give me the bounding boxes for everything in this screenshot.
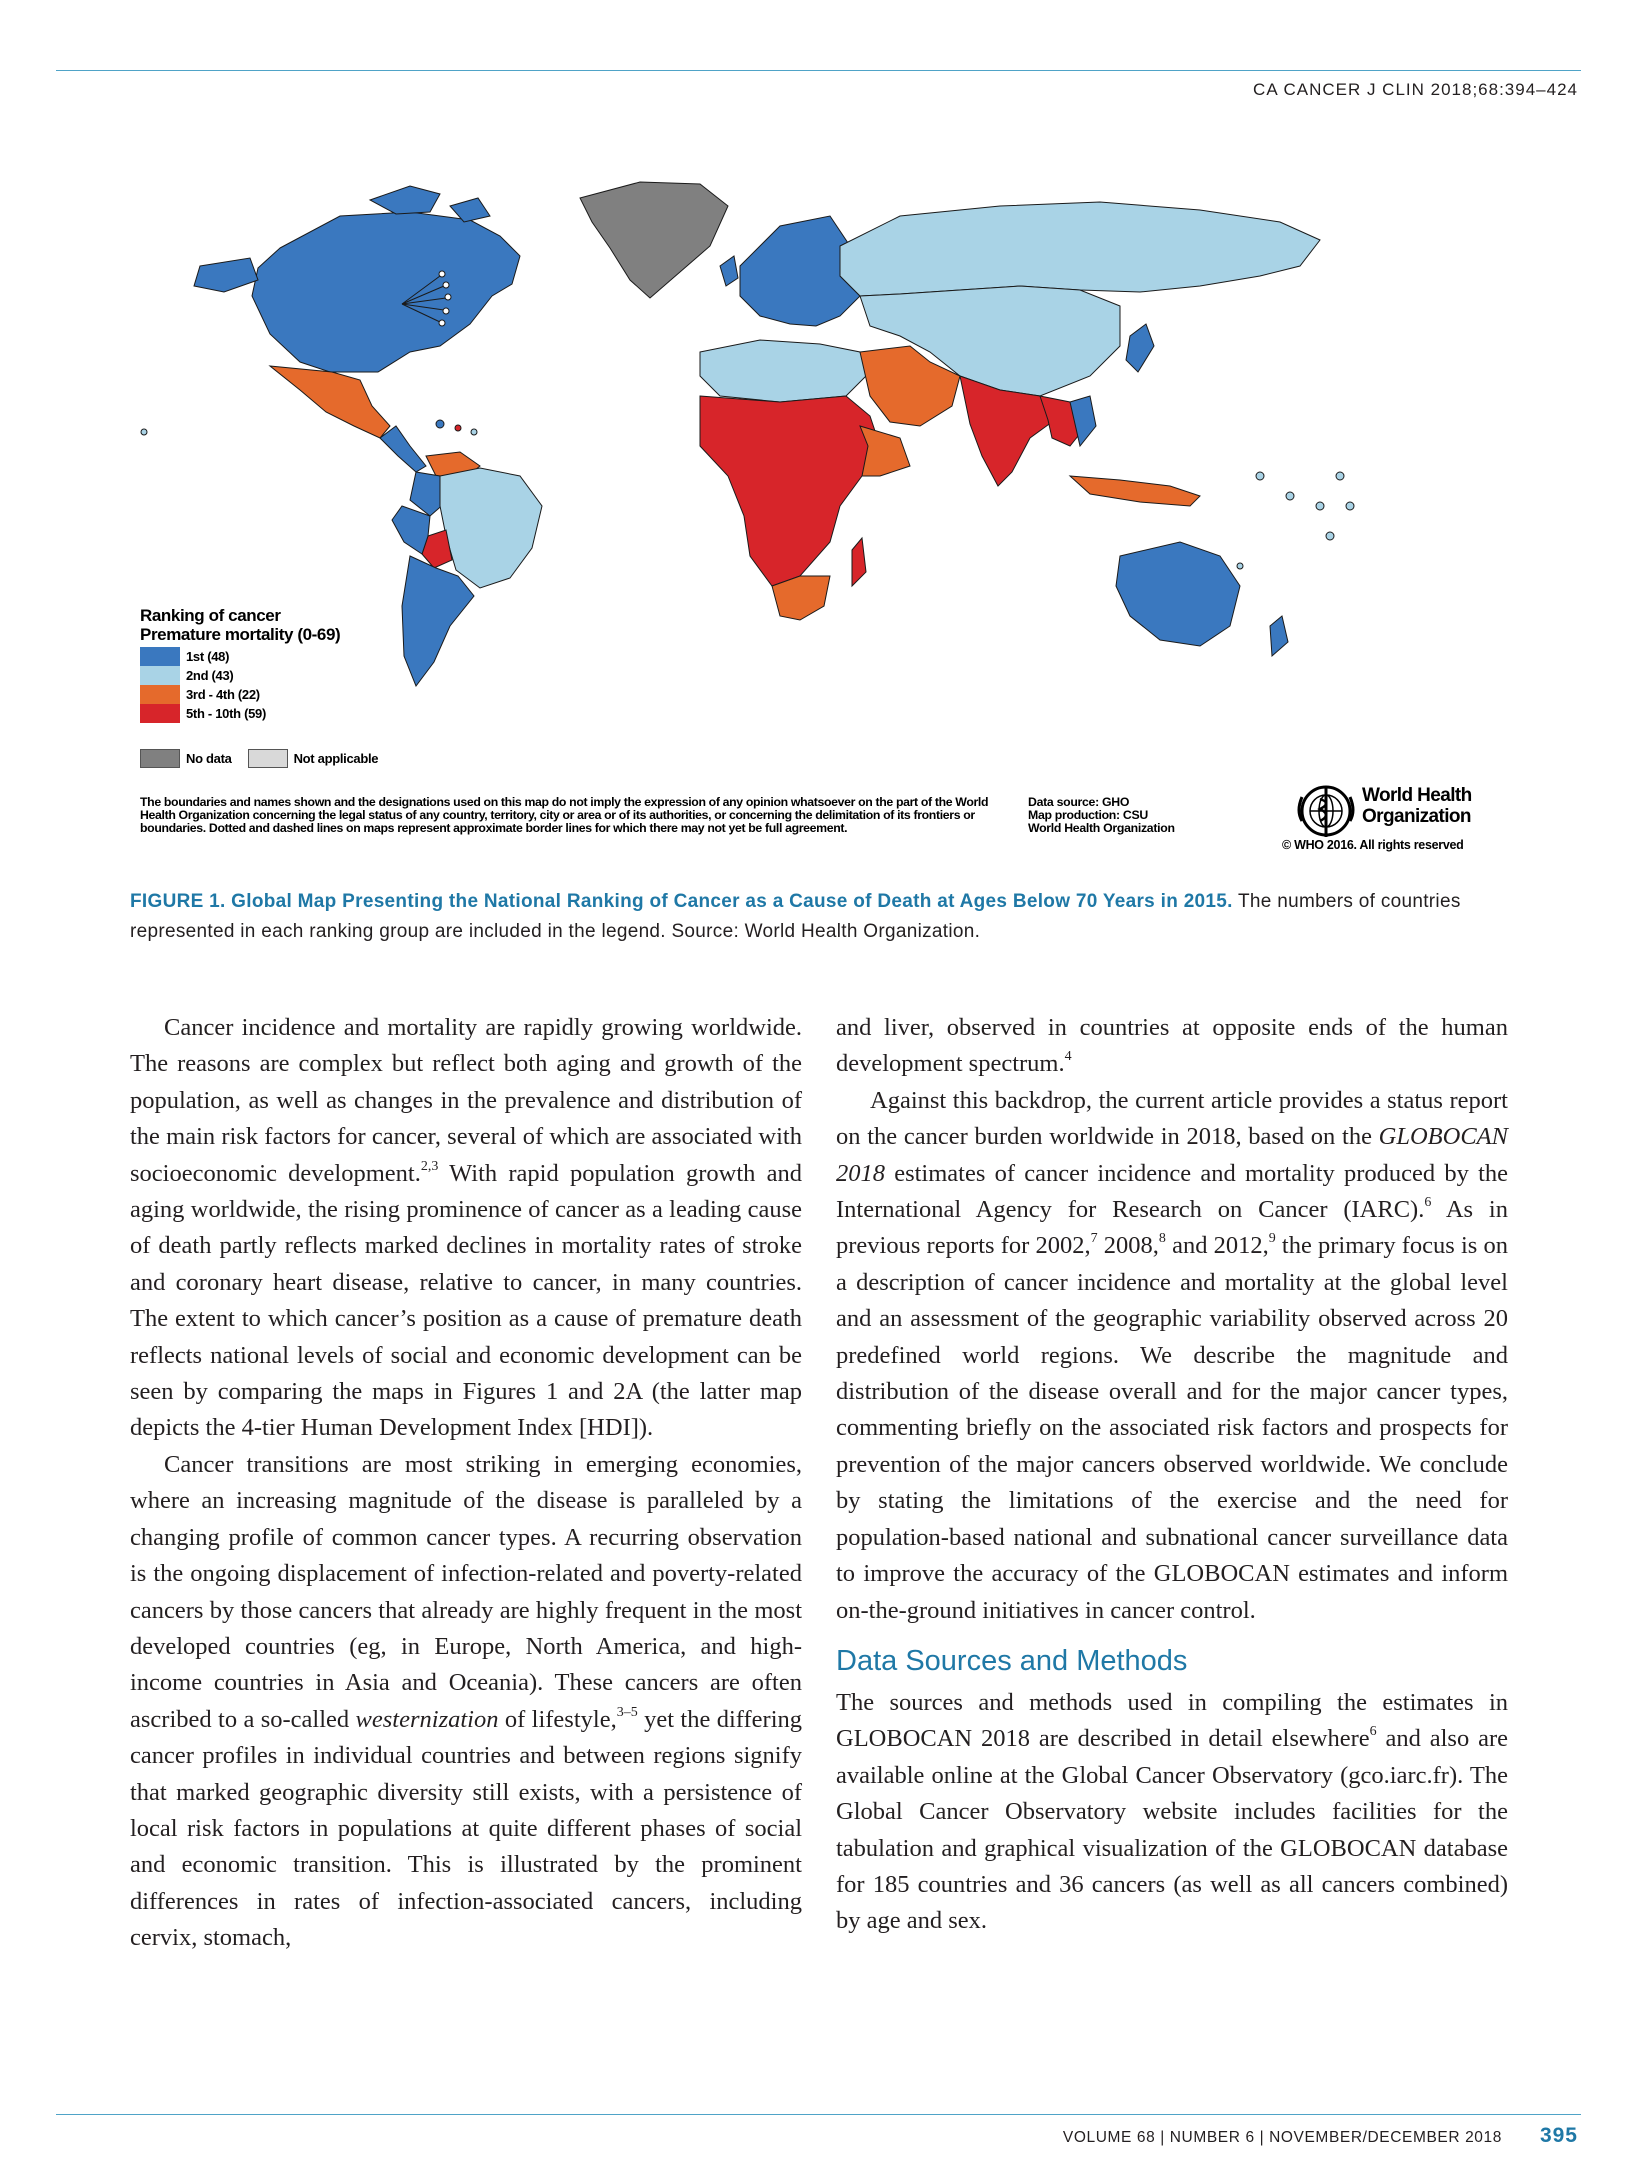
map-region-central-america — [380, 426, 426, 472]
map-legend — [140, 606, 394, 768]
legend-swatch — [248, 749, 288, 768]
legend-title-line-1: Ranking of cancer — [140, 606, 281, 625]
reference-superscript: 6 — [1424, 1195, 1432, 1211]
legend-item-no-data — [140, 749, 232, 768]
section-heading: Data Sources and Methods — [836, 1644, 1188, 1677]
legend-item-label: 3rd - 4th (22) — [186, 687, 260, 702]
paragraph-text: the primary focus is on a description of cancer incidence and mortality at the global level and an assessment of the geographic variability observed across 20 predefined world regions. We describe the magnitude and distribution of the disease overall and for the major cancer types, commenting briefly on the associated risk factors and prospects for prevention of the major cancers observed worldwide. We conclude by stating the limitations of the exercise and the need for population-based national and subnational cancer surveillance data to improve the accuracy of the GLOBOCAN estimates and inform on-the-ground initiatives in cancer control. — [836, 1232, 1508, 1624]
legend-item-label: 2nd (43) — [186, 668, 234, 683]
page-number: 395 — [1539, 2124, 1578, 2147]
footer-rule — [56, 2114, 1581, 2115]
legend-title-line-2: Premature mortality (0-69) — [140, 625, 341, 644]
map-disclaimer: The boundaries and names shown and the designations used on this map do not imply the expression of any opinion whatsoever on the part of the World Health Organization concerning the legal status of any country, territory, city or area or of its authorities, or concerning the delimitation of its frontiers or boundaries. Dotted and dashed lines on maps represent approximate border lines for which there may not yet be full agreement. — [140, 795, 989, 835]
legend-item-label: 1st (48) — [186, 649, 230, 664]
figure-caption-label: FIGURE 1. Global Map Presenting the National Ranking of Cancer as a Cause of Death at Ages Below 70 Years in 2015. — [130, 891, 1233, 912]
header-rule — [56, 70, 1581, 71]
paragraph — [130, 1010, 802, 1447]
journal-citation: CA CANCER J CLIN 2018;68:394–424 — [1253, 80, 1578, 99]
legend-item-rank-2 — [140, 666, 394, 685]
emphasis-text: westernization — [355, 1705, 499, 1733]
paragraph-text: and liver, observed in countries at opposite ends of the human development spectrum. — [836, 1014, 1508, 1078]
legend-item-label: 5th - 10th (59) — [186, 706, 267, 721]
reference-superscript: 2,3 — [420, 1158, 439, 1174]
map-region-north-america — [252, 212, 520, 372]
figure-1 — [140, 176, 1520, 876]
world-map — [140, 176, 1520, 876]
map-region-indonesia — [1070, 476, 1200, 506]
legend-swatch — [140, 749, 180, 768]
paragraph-text: 2008, — [1097, 1232, 1159, 1260]
paragraph — [130, 1447, 802, 1957]
figure-caption-text: The numbers of countries represented in each ranking group are included in the legend. Source: World Health Organization. — [130, 891, 1461, 942]
paragraph-text: The sources and methods used in compiling the estimates in GLOBOCAN 2018 are described in detail elsewhere — [836, 1688, 1508, 1753]
paragraph-text: of lifestyle, — [498, 1705, 617, 1733]
legend-swatch — [140, 647, 180, 666]
paragraph-text: Against this backdrop, the current article provides a status report on the cancer burden worldwide in 2018, based on the — [836, 1086, 1508, 1151]
organization-line: World Health Organization — [1028, 821, 1175, 835]
legend-title — [140, 606, 394, 644]
legend-item-label: No data — [186, 751, 232, 766]
legend-item-label: Not applicable — [293, 751, 379, 766]
legend-item-rank-3-4 — [140, 685, 394, 704]
paragraph — [836, 1010, 1508, 1083]
map-region-mexico — [270, 366, 390, 438]
map-production-line: Map production: CSU — [1028, 808, 1148, 822]
page-footer — [1063, 2124, 1578, 2148]
paragraph-text: Cancer transitions are most striking in emerging economies, where an increasing magnitude of the disease is paralleled by a changing profile of common cancer types. A recurring observation is the ongoing displacement of infection-related and poverty-related cancers by those cancers that already are highly frequent in the most developed countries (eg, in Europe, North America, and high-income countries in Asia and Oceania). These cancers are often ascribed to a so-called — [130, 1450, 802, 1733]
paragraph-text: As in previous reports for 2002, — [836, 1196, 1508, 1260]
paragraph — [836, 1685, 1508, 1940]
body-column-right — [836, 1010, 1508, 1940]
paragraph — [836, 1083, 1508, 1629]
legend-items — [140, 647, 394, 723]
paragraph-text: and also are available online at the Global Cancer Observatory (gco.iarc.fr). The Global Cancer Observatory website includes facilities for the tabulation and graphical visualization of the GLOBOCAN database for 185 countries and 36 cancers (as well as all cancers combined) by age and sex. — [836, 1725, 1509, 1935]
reference-superscript: 8 — [1158, 1231, 1166, 1247]
map-region-horn-of-africa — [860, 426, 910, 476]
map-region-russia — [840, 202, 1320, 296]
legend-swatch — [140, 666, 180, 685]
reference-superscript: 9 — [1268, 1231, 1276, 1247]
paragraph-text: Cancer incidence and mortality are rapidly growing worldwide. The reasons are complex but reflect both aging and growth of the population, as well as changes in the prevalence and distribution of the main risk factors for cancer, several of which are associated with socioeconomic development. — [130, 1014, 802, 1187]
who-name-line-1: World Health — [1362, 785, 1472, 806]
map-island — [455, 425, 461, 431]
map-region-japan — [1126, 324, 1154, 372]
map-region-uk — [720, 256, 738, 286]
map-region-brazil — [440, 468, 542, 588]
map-region-peru — [392, 506, 430, 554]
who-logo — [1282, 781, 1626, 852]
figure-caption — [130, 887, 1510, 947]
map-region-australia — [1116, 542, 1240, 646]
map-region-greenland — [580, 182, 728, 298]
reference-superscript: 4 — [1064, 1049, 1072, 1065]
paragraph-text: estimates of cancer incidence and mortality produced by the International Agency for Research on Cancer (IARC). — [836, 1159, 1508, 1224]
paragraph-text: yet the differing cancer profiles in individual countries and between regions signify that marked geographic diversity still exists, with a persistence of local risk factors in populations at quite different phases of social and economic transition. This is illustrated by the prominent differences in rates of infection-associated cancers, including cervix, stomach, — [130, 1705, 803, 1952]
legend-item-rank-5-10 — [140, 704, 394, 723]
paragraph-text: With rapid population growth and aging worldwide, the rising prominence of cancer as a leading cause of death partly reflects marked declines in mortality rates of stroke and coronary heart disease, relative to cancer, in many countries. The extent to which cancer’s position as a cause of premature death reflects national levels of social and economic development can be seen by comparing the maps in Figures 1 and 2A (the latter map depicts the 4-tier Human Development Index [HDI]). — [130, 1159, 803, 1442]
legend-item-rank-1 — [140, 647, 394, 666]
map-region-north-africa — [700, 340, 870, 402]
legend-swatch — [140, 685, 180, 704]
issue-info: VOLUME 68 | NUMBER 6 | NOVEMBER/DECEMBER 2018 — [1062, 2129, 1502, 2146]
map-region-south-africa — [772, 576, 830, 620]
legend-swatch — [140, 704, 180, 723]
legend-extra — [140, 749, 394, 768]
who-emblem-icon — [1292, 781, 1360, 845]
map-region-madagascar — [852, 538, 866, 586]
body-column-left — [130, 1010, 802, 1957]
reference-superscript: 7 — [1090, 1231, 1098, 1247]
map-island — [471, 429, 477, 435]
legend-item-not-applicable — [248, 749, 379, 768]
map-region-new-zealand — [1270, 616, 1288, 656]
emphasis-text: GLOBOCAN 2018 — [836, 1123, 1508, 1187]
reference-superscript: 6 — [1369, 1724, 1377, 1740]
map-data-source — [1028, 796, 1175, 835]
reference-superscript: 3–5 — [616, 1704, 638, 1720]
who-name-line-2: Organization — [1362, 806, 1471, 827]
who-name — [1362, 785, 1472, 827]
data-source-line: Data source: GHO — [1028, 795, 1130, 809]
map-island — [436, 420, 444, 428]
who-copyright: © WHO 2016. All rights reserved — [1282, 838, 1464, 852]
paragraph-text: and 2012, — [1165, 1232, 1269, 1260]
